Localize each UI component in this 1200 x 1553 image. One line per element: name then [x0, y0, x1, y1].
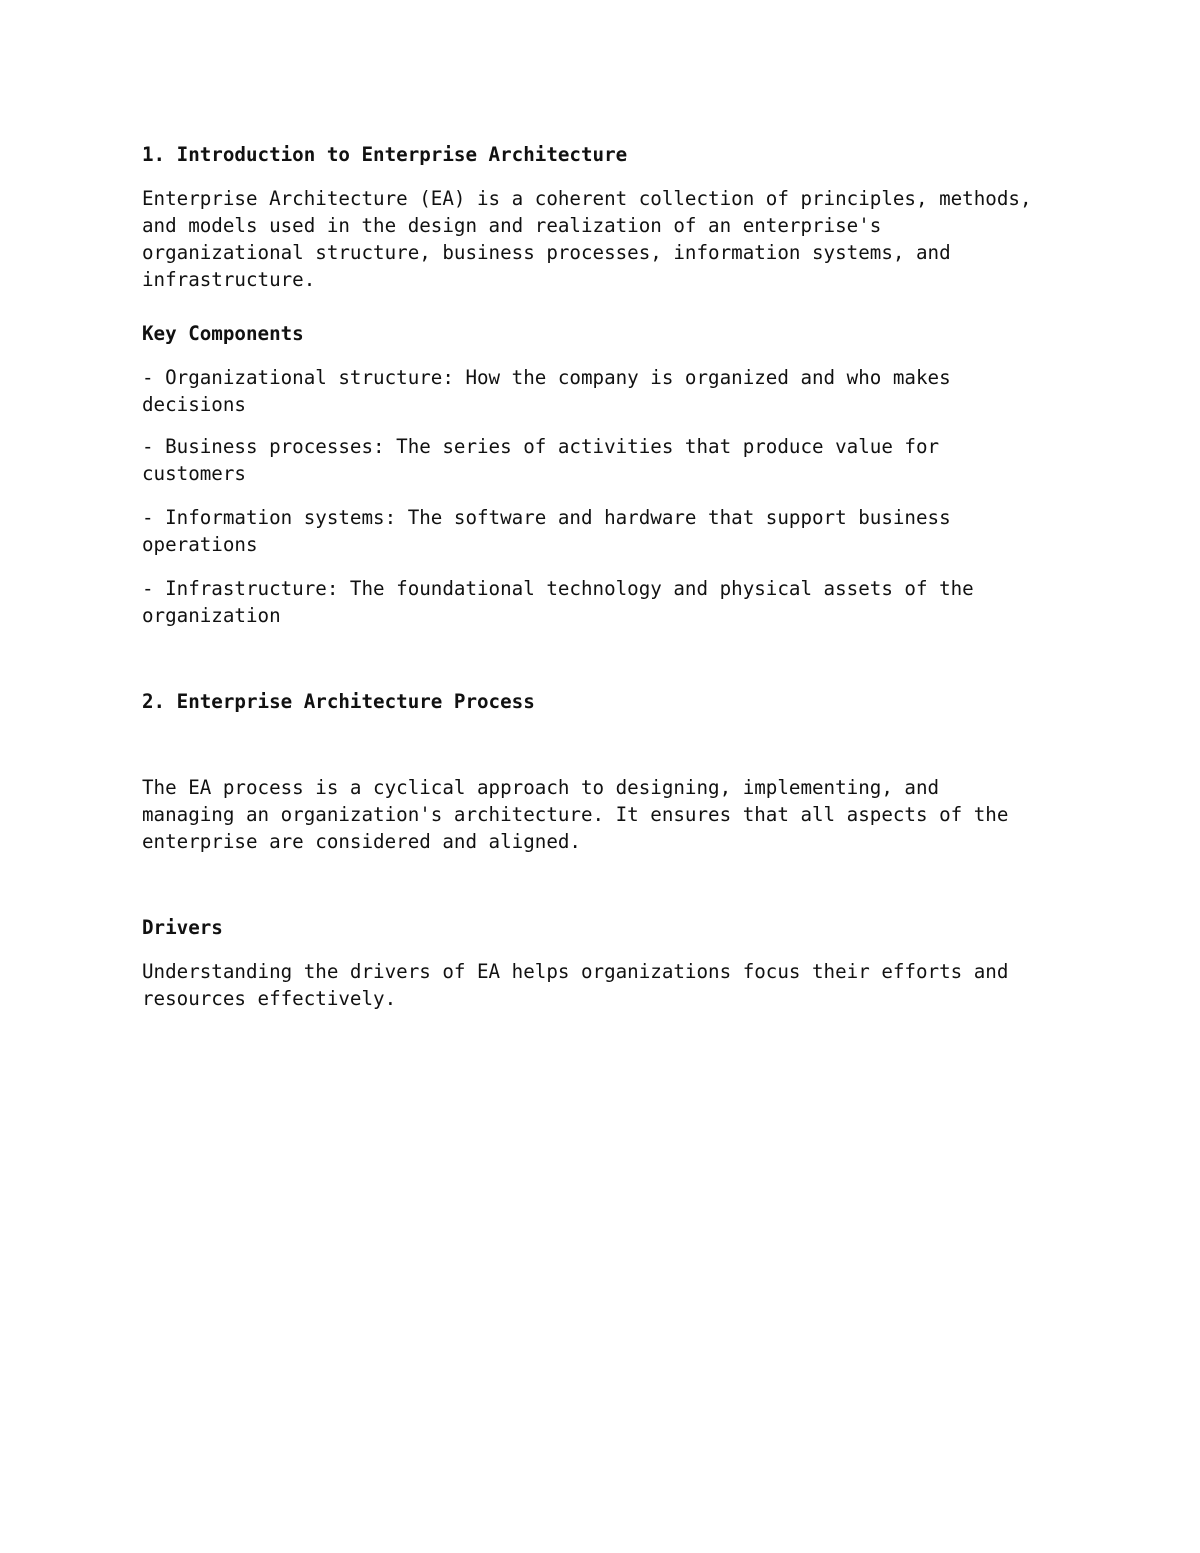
component-item-2-line-1: - Business processes: The series of activities that produce value for: [142, 435, 940, 458]
section-1-intro-line-1: Enterprise Architecture (EA) is a coherent collection of principles, methods,: [142, 187, 1032, 210]
section-1-intro-line-4: infrastructure.: [142, 268, 316, 291]
component-item-3-line-1: - Information systems: The software and hardware that support business: [142, 506, 951, 529]
section-2-intro-line-2: managing an organization's architecture. It ensures that all aspects of the: [142, 803, 1009, 826]
section-2-heading: 2. Enterprise Architecture Process: [142, 690, 535, 713]
component-item-3-line-2: operations: [142, 533, 258, 556]
key-components-heading: Key Components: [142, 322, 304, 345]
drivers-line-2: resources effectively.: [142, 987, 397, 1010]
component-item-1-line-2: decisions: [142, 393, 246, 416]
section-1-intro-line-2: and models used in the design and realization of an enterprise's: [142, 214, 882, 237]
drivers-heading: Drivers: [142, 916, 223, 939]
drivers-line-1: Understanding the drivers of EA helps organizations focus their efforts and: [142, 960, 1009, 983]
component-item-4-line-2: organization: [142, 604, 281, 627]
section-2-intro-line-3: enterprise are considered and aligned.: [142, 830, 581, 853]
section-1-heading: 1. Introduction to Enterprise Architecture: [142, 143, 628, 166]
component-item-1-line-1: - Organizational structure: How the company is organized and who makes: [142, 366, 951, 389]
component-item-2-line-2: customers: [142, 462, 246, 485]
component-item-4-line-1: - Infrastructure: The foundational technology and physical assets of the: [142, 577, 974, 600]
section-2-intro-line-1: The EA process is a cyclical approach to designing, implementing, and: [142, 776, 940, 799]
section-1-intro-line-3: organizational structure, business processes, information systems, and: [142, 241, 951, 264]
document-page: [142, 0, 1102, 1553]
